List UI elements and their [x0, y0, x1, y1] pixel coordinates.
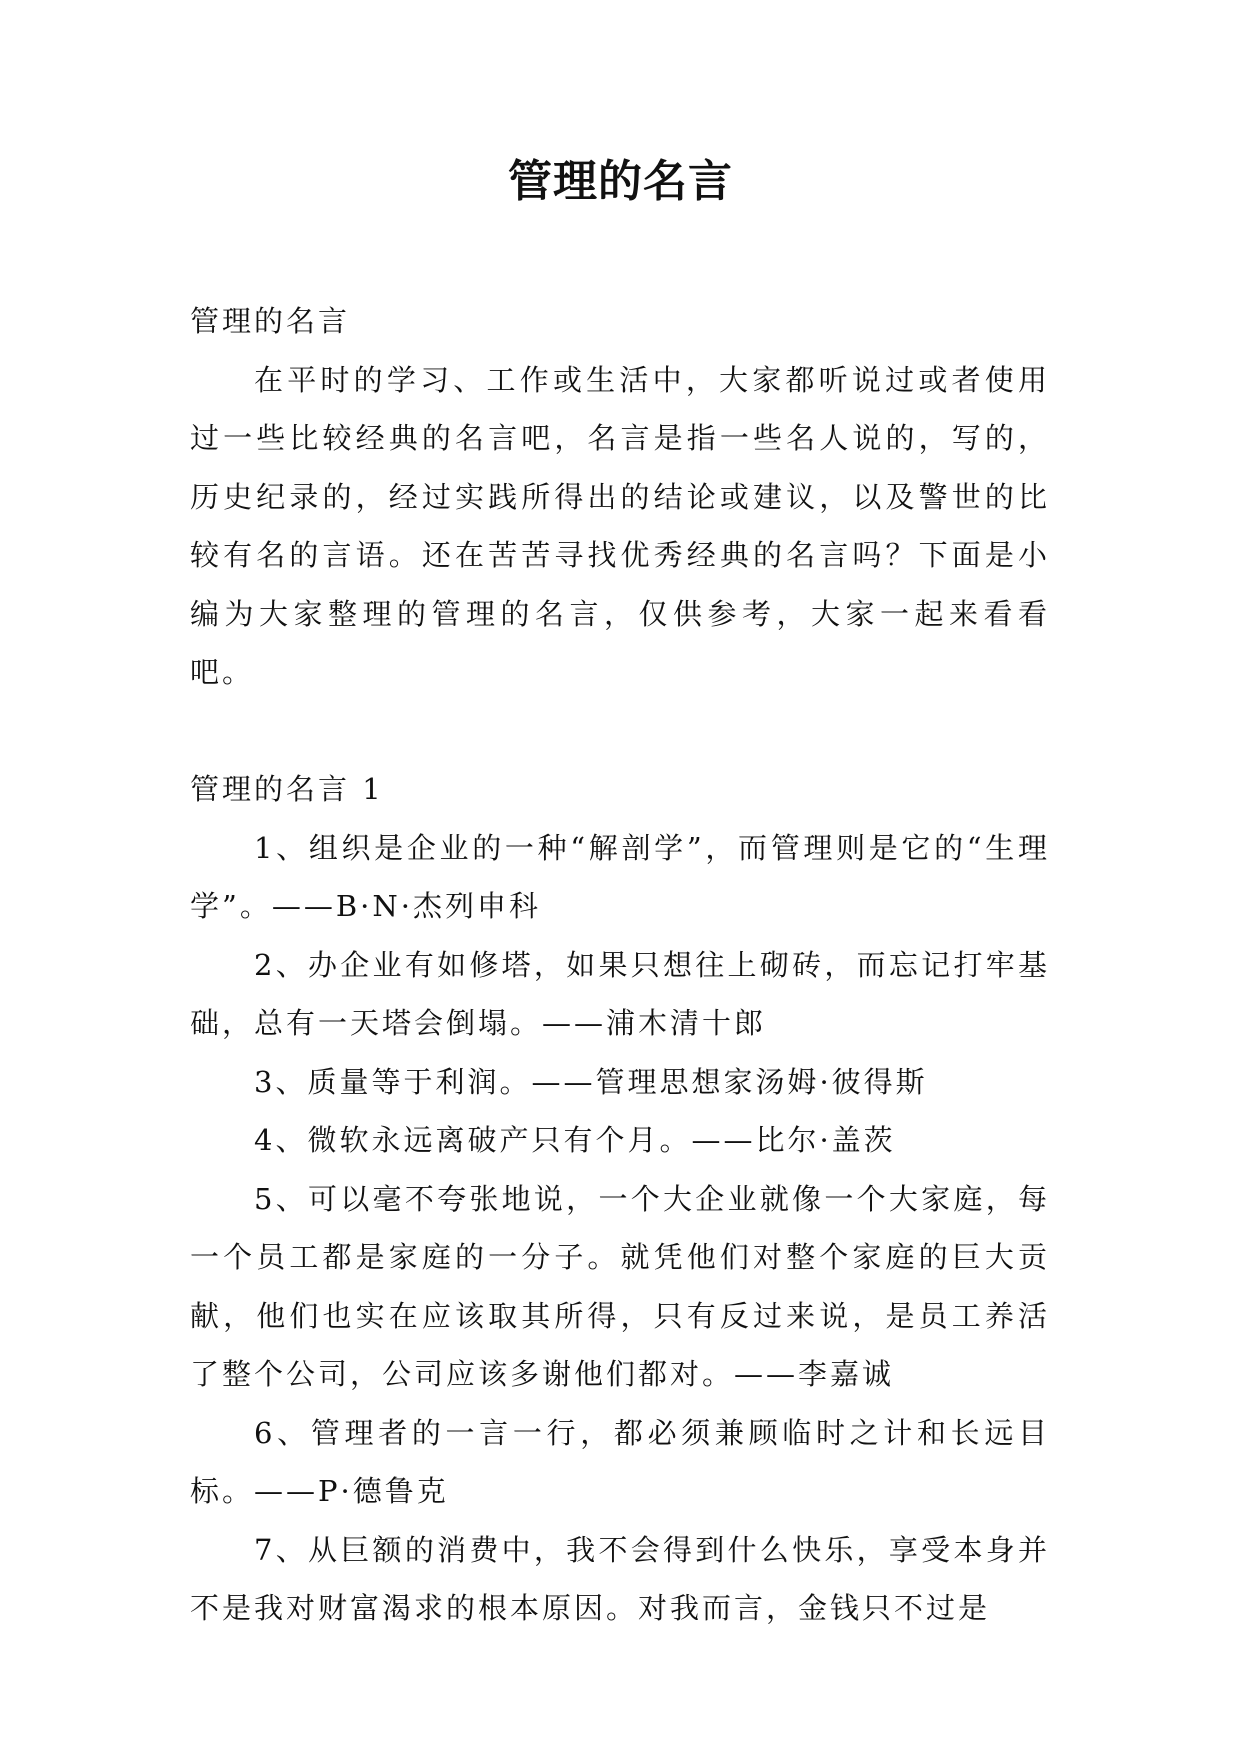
- quote-item: 1、组织是企业的一种“解剖学”，而管理则是它的“生理学”。——B·N·杰列申科: [190, 830, 1050, 923]
- quote-item: 6、管理者的一言一行，都必须兼顾临时之计和长远目标。——P·德鲁克: [190, 1415, 1050, 1508]
- quote-item: 4、微软永远离破产只有个月。——比尔·盖茨: [254, 1123, 896, 1157]
- quote-item: 7、从巨额的消费中，我不会得到什么快乐，享受本身并不是我对财富渴求的根本原因。对我而言，金钱只不过是: [190, 1532, 1050, 1625]
- section-spacer: [190, 702, 1050, 761]
- intro-heading: 管理的名言: [190, 304, 351, 338]
- section-heading: 管理的名言 1: [190, 772, 384, 806]
- intro-paragraph: 在平时的学习、工作或生活中，大家都听说过或者使用过一些比较经典的名言吧，名言是指一些名人说的，写的，历史纪录的，经过实践所得出的结论或建议，以及警世的比较有名的言语。还在苦苦寻找优秀经典的名言吗？下面是小编为大家整理的管理的名言，仅供参考，大家一起来看看吧。: [190, 362, 1050, 689]
- quote-item: 2、办企业有如修塔，如果只想往上砌砖，而忘记打牢基础，总有一天塔会倒塌。——浦木清十郎: [190, 947, 1050, 1040]
- document-title: 管理的名言: [508, 156, 733, 207]
- document-body: [190, 292, 1050, 1638]
- quote-item: 5、可以毫不夸张地说，一个大企业就像一个大家庭，每一个员工都是家庭的一分子。就凭他们对整个家庭的巨大贡献，他们也实在应该取其所得，只有反过来说，是员工养活了整个公司，公司应该多谢他们都对。——李嘉诚: [190, 1181, 1050, 1391]
- quote-item: 3、质量等于利润。——管理思想家汤姆·彼得斯: [254, 1064, 928, 1099]
